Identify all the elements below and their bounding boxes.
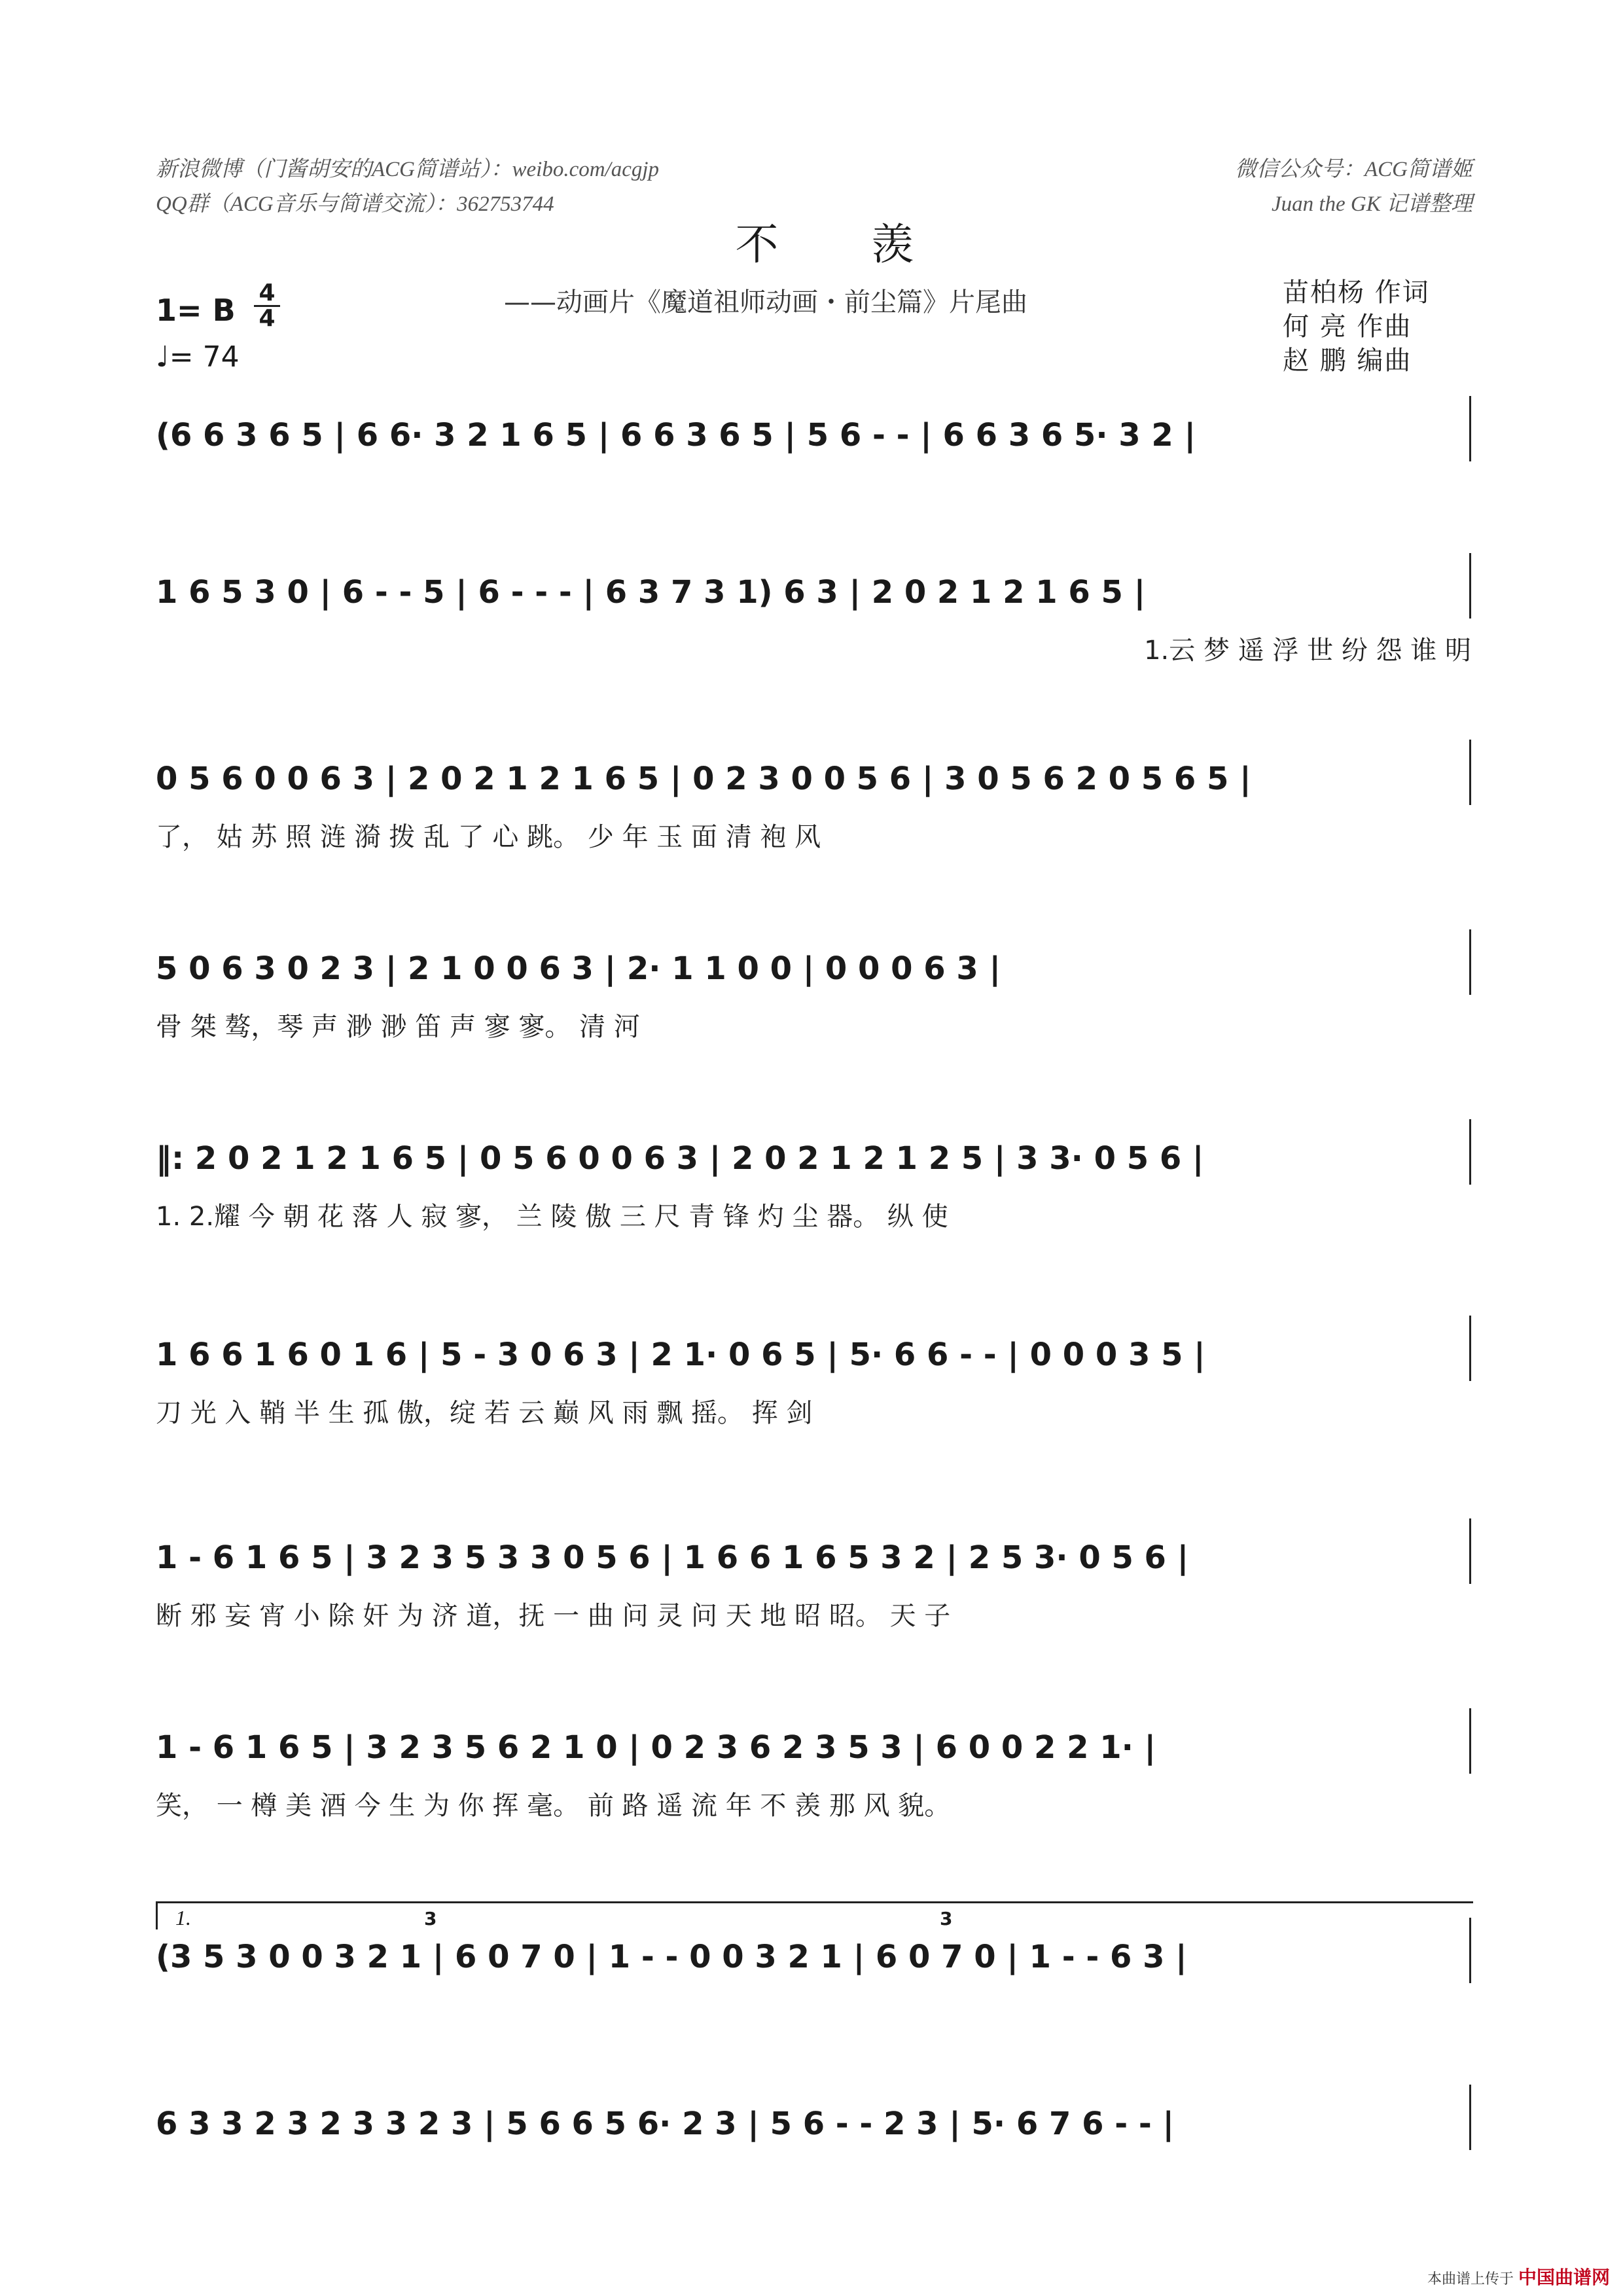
time-signature (254, 281, 280, 331)
page-title: 不 羡 (735, 219, 914, 270)
composer-credit: 何 亮 作曲 (1283, 312, 1412, 342)
system-notes: 5 0 6 3 0 2 3 | 2 1 0 0 6 3 | 2· 1 1 0 0 | 0 0 0 6 3 | (156, 950, 1001, 987)
barline (1469, 553, 1471, 619)
barline (1469, 1316, 1471, 1381)
barline (1469, 929, 1471, 995)
header-weibo: 新浪微博（门酱胡安的ACG简谱站）：weibo.com/acgjp (156, 158, 660, 181)
system-lyrics: 笑， 一 樽 美 酒 今 生 为 你 挥 毫。 前 路 遥 流 年 不 羡 那 风 貌。 (156, 1790, 951, 1821)
footer-watermark (1427, 2263, 1610, 2289)
lyricist-credit: 苗柏杨 作词 (1283, 278, 1430, 308)
system-lyrics: 刀 光 入 鞘 半 生 孤 傲，绽 若 云 巅 风 雨 飘 摇。 挥 剑 (156, 1397, 813, 1428)
system-notes: 1 6 5 3 0 | 6 - - 5 | 6 - - - | 6 3 7 3 1) 6 3 | 2 0 2 1 2 1 6 5 | (156, 574, 1146, 611)
tempo-marking: ♩= 74 (156, 340, 240, 374)
system-notes: 0 5 6 0 0 6 3 | 2 0 2 1 2 1 6 5 | 0 2 3 0 0 5 6 | 3 0 5 6 2 0 5 6 5 | (156, 761, 1251, 797)
header-wechat: 微信公众号：ACG简谱姬 (1235, 158, 1472, 181)
barline (1469, 740, 1471, 805)
barline (1469, 2085, 1471, 2150)
header-qq: QQ群（ACG音乐与简谱交流）：362753744 (156, 192, 554, 216)
system-lyrics: 骨 桀 骜，琴 声 渺 渺 笛 声 寥 寥。 清 河 (156, 1011, 640, 1042)
volta-bracket (156, 1901, 1473, 1929)
volta-label: 1. (175, 1906, 191, 1929)
time-signature-bottom: 4 (254, 305, 280, 331)
barline (1469, 1918, 1471, 1983)
barline (1469, 1119, 1471, 1185)
system-notes: ‖: 2 0 2 1 2 1 6 5 | 0 5 6 0 0 6 3 | 2 0 2 1 2 1 2 5 | 3 3· 0 5 6 | (156, 1140, 1204, 1177)
system-notes: (3 5 3 0 0 3 2 1 | 6 0 7 0 | 1 - - 0 0 3 2 1 | 6 0 7 0 | 1 - - 6 3 | (156, 1939, 1187, 1975)
system-lyrics: 1.云 梦 遥 浮 世 纷 怨 谁 明 (1144, 635, 1471, 666)
triplet-mark: 3 (424, 1908, 437, 1929)
barline (1469, 396, 1471, 461)
system-lyrics: 了， 姑 苏 照 涟 漪 拨 乱 了 心 跳。 少 年 玉 面 清 袍 风 (156, 821, 821, 852)
system-notes: 1 6 6 1 6 0 1 6 | 5 - 3 0 6 3 | 2 1· 0 6 5 | 5· 6 6 - - | 0 0 0 3 5 | (156, 1336, 1205, 1373)
system-notes: 1 - 6 1 6 5 | 3 2 3 5 6 2 1 0 | 0 2 3 6 2 3 5 3 | 6 0 0 2 2 1· | (156, 1729, 1156, 1766)
site-logo: 中国曲谱网 (1518, 2267, 1610, 2288)
triplet-mark: 3 (940, 1908, 953, 1929)
key-signature: 1= B (156, 293, 236, 328)
header-transcriber: Juan the GK 记谱整理 (1271, 192, 1472, 216)
barline (1469, 1708, 1471, 1774)
subtitle: ——动画片《魔道祖师动画・前尘篇》片尾曲 (504, 287, 1027, 317)
barline (1469, 1518, 1471, 1584)
arranger-credit: 赵 鹏 编曲 (1283, 346, 1412, 376)
system-notes: (6 6 3 6 5 | 6 6· 3 2 1 6 5 | 6 6 3 6 5 | 5 6 - - | 6 6 3 6 5· 3 2 | (156, 417, 1196, 454)
system-notes: 6 3 3 2 3 2 3 3 2 3 | 5 6 6 5 6· 2 3 | 5 6 - - 2 3 | 5· 6 7 6 - - | (156, 2106, 1174, 2142)
footer-text: 本曲谱上传于 (1427, 2271, 1514, 2287)
system-lyrics: 1. 2.耀 今 朝 花 落 人 寂 寥， 兰 陵 傲 三 尺 青 锋 灼 尘 器。 纵 使 (156, 1201, 948, 1232)
system-lyrics: 断 邪 妄 宵 小 除 奸 为 济 道，抚 一 曲 问 灵 问 天 地 昭 昭。 天 子 (156, 1600, 951, 1631)
system-notes: 1 - 6 1 6 5 | 3 2 3 5 3 3 0 5 6 | 1 6 6 1 6 5 3 2 | 2 5 3· 0 5 6 | (156, 1539, 1189, 1576)
time-signature-top: 4 (259, 279, 276, 306)
